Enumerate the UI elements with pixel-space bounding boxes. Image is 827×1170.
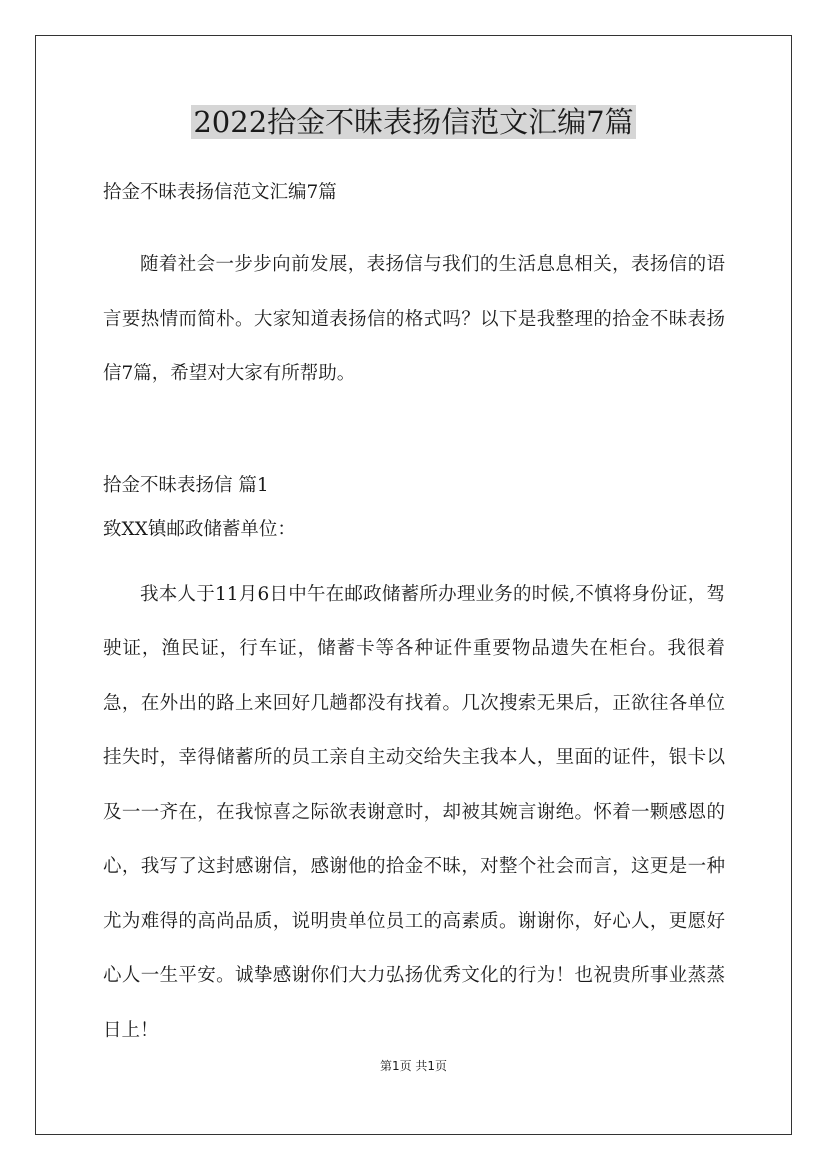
letter-salutation: 致XX镇邮政储蓄单位：	[103, 518, 296, 540]
document-title	[0, 100, 827, 144]
section-heading: 拾金不昧表扬信 篇1	[103, 474, 269, 496]
page-footer: 第1页 共1页	[379, 1059, 448, 1073]
document-title-text: 2022拾金不昧表扬信范文汇编7篇	[193, 105, 634, 139]
document-body	[103, 175, 725, 1058]
intro-paragraph: 随着社会一步步向前发展，表扬信与我们的生活息息相关，表扬信的语言要热情而简朴。大家知道表扬信的格式吗？以下是我整理的拾金不昧表扬信7篇，希望对大家有所帮助。	[103, 254, 725, 384]
document-subtitle: 拾金不昧表扬信范文汇编7篇	[103, 182, 337, 203]
letter-body-paragraph: 我本人于11月6日中午在邮政储蓄所办理业务的时候,不慎将身份证，驾驶证，渔民证，行车证，储蓄卡等各种证件重要物品遗失在柜台。我很着急，在外出的路上来回好几趟都没有找着。几次搜索无果后，正欲往各单位挂失时，幸得储蓄所的员工亲自主动交给失主我本人，里面的证件，银卡以及一一齐在，在我惊喜之际欲表谢意时，却被其婉言谢绝。怀着一颗感恩的心，我写了这封感谢信，感谢他的拾金不昧，对整个社会而言，这更是一种尤为难得的高尚品质，说明贵单位员工的高素质。谢谢你，好心人，更愿好心人一生平安。诚挚感谢你们大力弘扬优秀文化的行为！也祝贵所事业蒸蒸日上！	[103, 583, 725, 1041]
